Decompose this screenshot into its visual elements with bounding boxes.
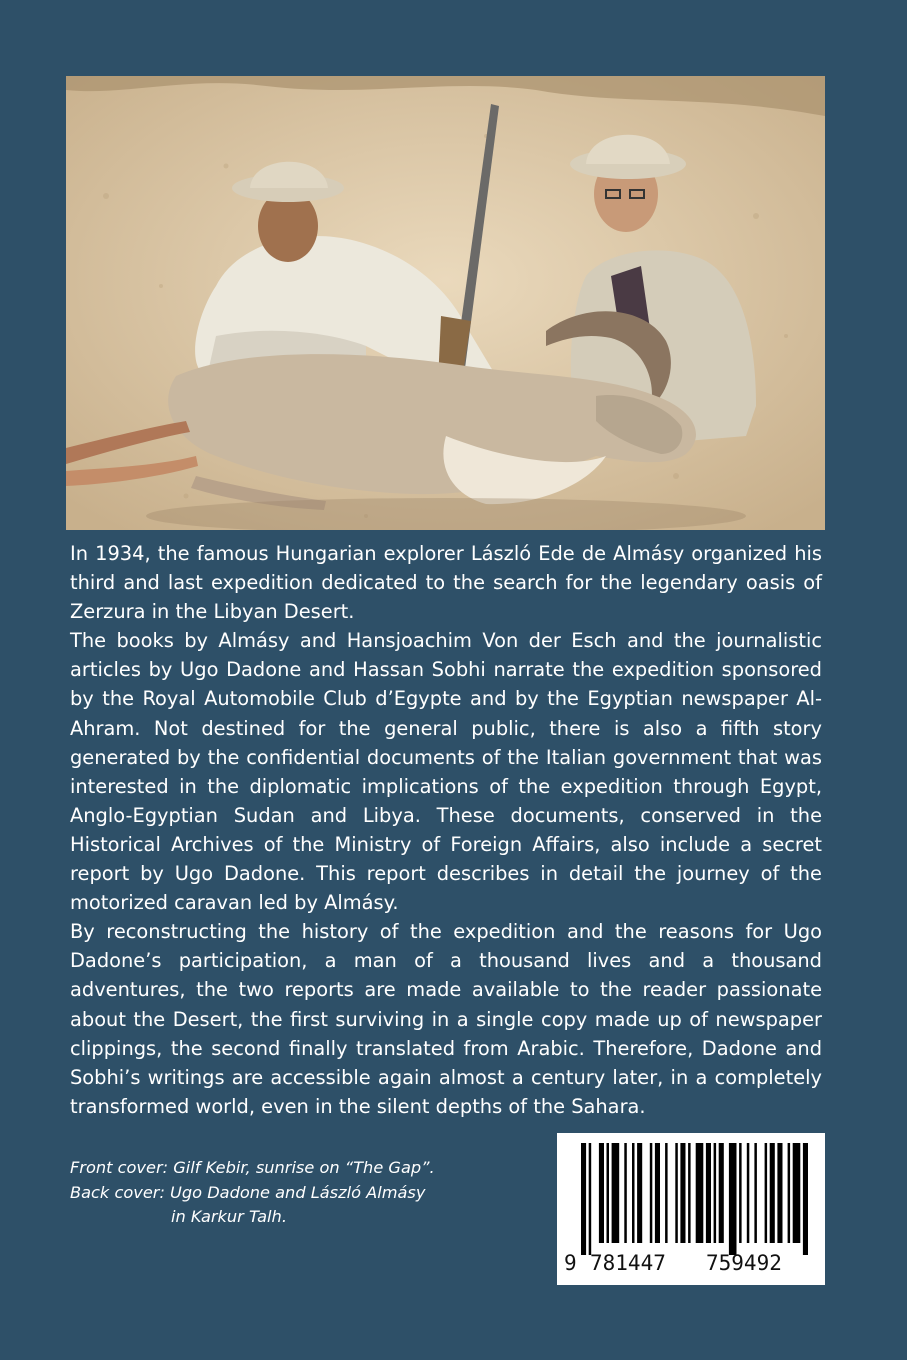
barcode-bar bbox=[803, 1143, 808, 1255]
barcode-bar bbox=[650, 1143, 653, 1243]
isbn-first-digit: 9 bbox=[564, 1251, 577, 1275]
blurb-paragraph: In 1934, the famous Hungarian explorer László Ede de Almásy organized his third and last expedition dedicated to the search for the legendary oasis of Zerzura in the Libyan Desert. bbox=[70, 542, 822, 624]
barcode-bar bbox=[714, 1143, 717, 1243]
barcode-bar bbox=[581, 1143, 586, 1255]
barcode-bar bbox=[739, 1143, 742, 1243]
isbn-barcode bbox=[557, 1133, 825, 1285]
isbn-right-group: 759492 bbox=[706, 1251, 782, 1275]
barcode-bar bbox=[665, 1143, 668, 1243]
barcode-bar bbox=[680, 1143, 685, 1243]
explorers-photo-illustration bbox=[66, 76, 825, 530]
blurb-paragraph: The books by Almásy and Hansjoachim Von der Esch and the journalistic articles by Ugo Dadone and Hassan Sobhi narrate the expedition sponsored by the Royal Automobile Club d’Egypte and by the Egyptian newspaper Al-Ahram. Not destined for the general public, there is also a fifth story generated by the confidential documents of the Italian government that was interested in the diplomatic implications of the expedition through Egypt, Anglo-Egyptian Sudan and Libya. These documents, conserved in the Historical Archives of the Ministry of Foreign Affairs, also include a secret report by Ugo Dadone. This report describes in detail the journey of the motorized caravan led by Almásy. bbox=[70, 629, 822, 915]
barcode-bar bbox=[624, 1143, 627, 1243]
back-cover-blurb bbox=[70, 539, 822, 1121]
barcode-bar bbox=[612, 1143, 620, 1243]
isbn-left-group: 781447 bbox=[590, 1251, 666, 1275]
barcode-bar bbox=[793, 1143, 801, 1243]
barcode-bar bbox=[770, 1143, 775, 1243]
barcode-bar bbox=[655, 1143, 660, 1243]
cover-photo bbox=[66, 76, 825, 530]
barcode-bar bbox=[754, 1143, 757, 1243]
barcode-bar bbox=[788, 1143, 791, 1243]
barcode-bar bbox=[747, 1143, 750, 1243]
barcode-bar bbox=[777, 1143, 782, 1243]
cover-credits bbox=[70, 1156, 530, 1230]
isbn-digits bbox=[557, 1245, 825, 1281]
barcode-bar bbox=[688, 1143, 691, 1243]
barcode-bar bbox=[607, 1143, 610, 1243]
barcode-bar bbox=[632, 1143, 635, 1243]
back-cover-credit: Back cover: Ugo Dadone and László Almásy bbox=[70, 1182, 426, 1202]
barcode-bar bbox=[729, 1143, 737, 1255]
front-cover-credit: Front cover: Gilf Kebir, sunrise on “The Gap”. bbox=[70, 1158, 435, 1177]
barcode-bar bbox=[589, 1143, 592, 1255]
back-cover-credit-location: in Karkur Talh. bbox=[171, 1207, 287, 1226]
barcode-bar bbox=[719, 1143, 724, 1243]
blurb-paragraph: By reconstructing the history of the expedition and the reasons for Ugo Dadone’s participation, a man of a thousand lives and a thousand adventures, the two reports are made available to the reader passionate about the Desert, the first surviving in a single copy made up of newspaper clippings, the second finally translated from Arabic. Therefore, Dadone and Sobhi’s writings are accessible again almost a century later, in a completely transformed world, even in the silent depths of the Sahara. bbox=[70, 920, 822, 1118]
barcode-bar bbox=[696, 1143, 704, 1243]
barcode-bar bbox=[765, 1143, 768, 1243]
barcode-bar bbox=[706, 1143, 711, 1243]
barcode-bar bbox=[637, 1143, 642, 1243]
barcode-bar bbox=[599, 1143, 604, 1243]
barcode-bar bbox=[675, 1143, 678, 1243]
